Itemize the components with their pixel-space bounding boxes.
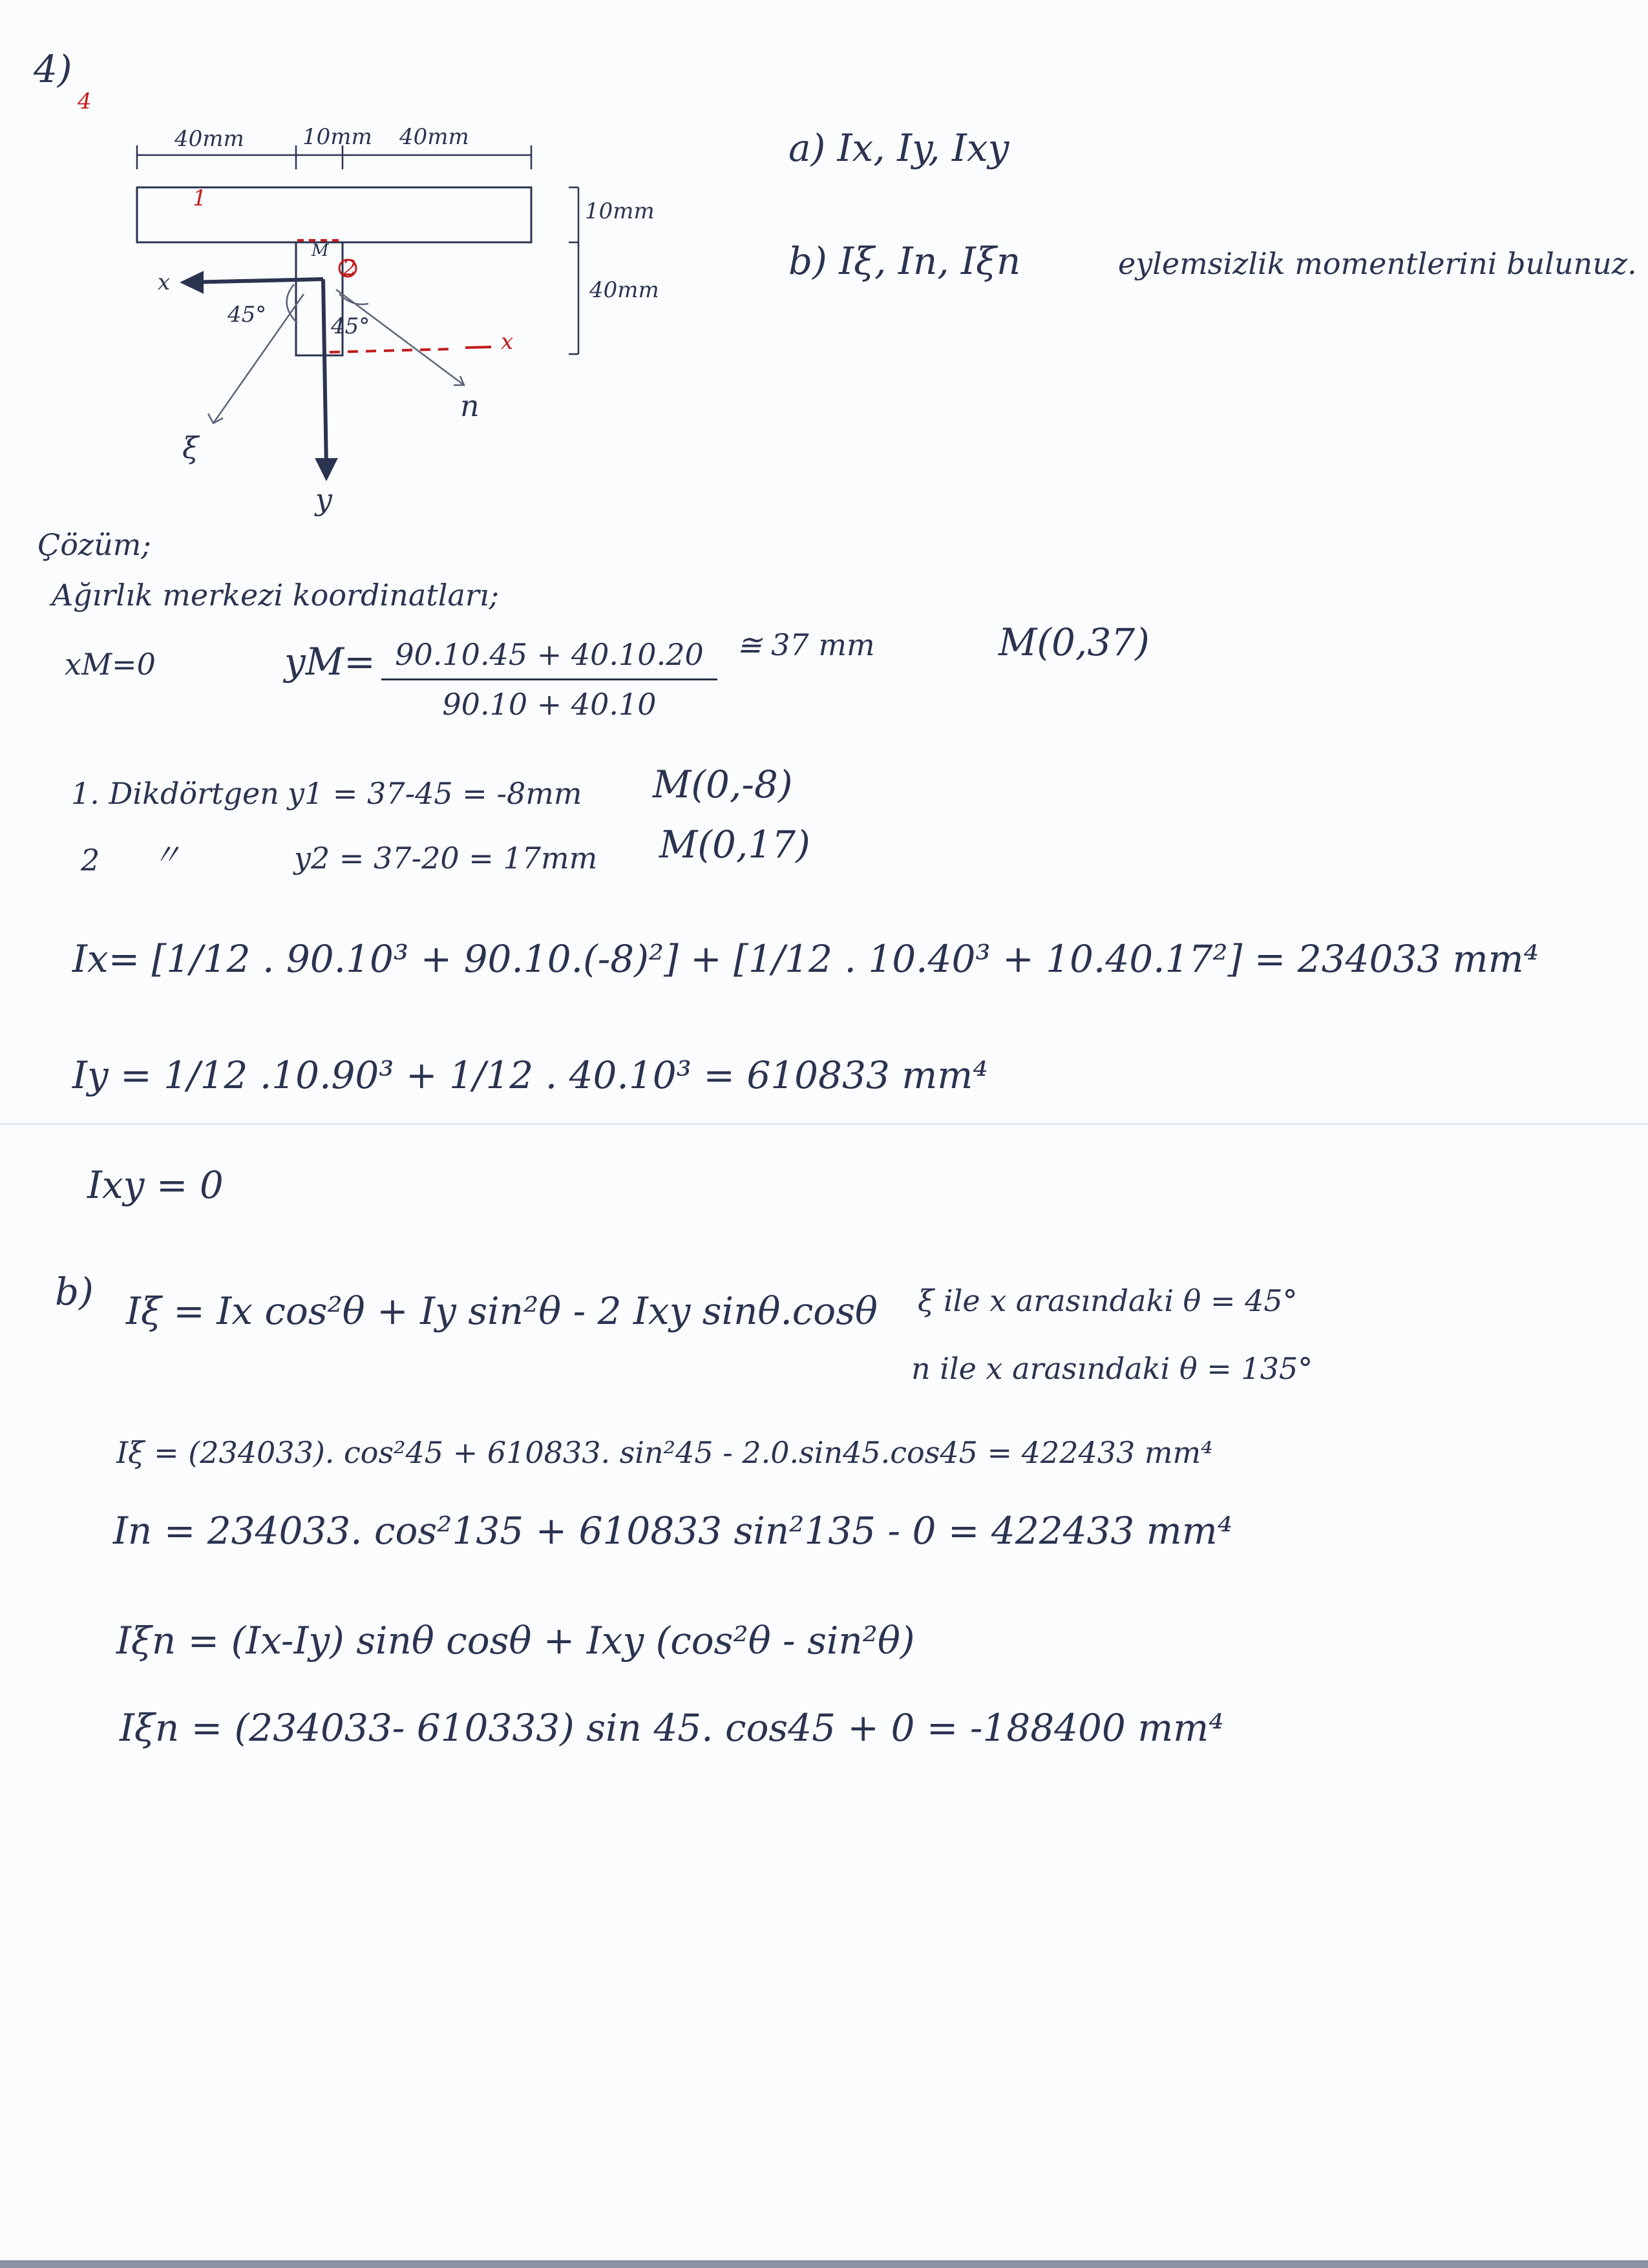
x-axis-arrow	[187, 279, 323, 282]
note-eta: n ile x arasındaki θ = 135°	[911, 1351, 1313, 1386]
ym-result: ≅ 37 mm	[737, 627, 875, 662]
ixy-equation: Ixy = 0	[87, 1163, 224, 1207]
axis-x-label: x	[158, 269, 171, 295]
m-point: M(0,37)	[998, 620, 1150, 664]
rect2-ditto: 〃	[152, 837, 182, 872]
ixieta-formula: Iξn = (Ix-Iy) sinθ cosθ + Ixy (cos²θ - sin²θ)	[116, 1619, 915, 1663]
solution-subheader: Ağırlık merkezi koordinatları;	[52, 578, 500, 613]
problem-points: 4	[78, 89, 92, 114]
centroid-label: M	[312, 241, 329, 260]
axis-xi-label: ξ	[182, 430, 199, 465]
rect1-equation: y1 = 37-45 = -8mm	[288, 776, 582, 811]
ym-fraction	[381, 637, 717, 722]
axis-eta-label: n	[460, 388, 480, 423]
angle-left-label: 45°	[227, 302, 267, 328]
rect2-equation: y2 = 37-20 = 17mm	[294, 841, 598, 876]
task-b-note: eylemsizlik momentlerini bulunuz.	[1118, 246, 1637, 281]
problem-number: 4)	[34, 47, 72, 91]
ixi-formula: Iξ = Ix cos²θ + Iy sin²θ - 2 Ixy sinθ.cosθ	[126, 1289, 878, 1333]
rect2-point: M(0,17)	[659, 823, 810, 866]
t-section-figure	[0, 0, 582, 530]
ym-numerator: 90.10.45 + 40.10.20	[395, 637, 704, 672]
red-dashed-x-line	[330, 349, 456, 352]
task-b: b) Iξ, In, Iξn	[788, 239, 1021, 283]
part-b-label: b)	[55, 1270, 94, 1314]
solution-header: Çözüm;	[37, 527, 151, 562]
y-axis-arrow	[323, 279, 326, 468]
iy-equation: Iy = 1/12 .10.90³ + 1/12 . 40.10³ = 610833 mm⁴	[72, 1053, 988, 1097]
xm-equation: xM=0	[65, 647, 156, 682]
rect1-point: M(0,-8)	[653, 762, 793, 806]
ieta-calculation: In = 234033. cos²135 + 610833 sin²135 - 0 = 422433 mm⁴	[113, 1509, 1233, 1553]
dim-web: 40mm	[589, 277, 659, 303]
ym-denominator: 90.10 + 40.10	[442, 687, 657, 722]
axis-y-label: y	[315, 482, 332, 517]
dim-top: 10mm	[585, 198, 655, 224]
note-xi: ξ ile x arasındaki θ = 45°	[918, 1283, 1298, 1318]
angle-right-label: 45°	[331, 313, 370, 339]
scan-bottom-edge	[0, 2260, 1648, 2268]
ym-label: yM=	[284, 640, 375, 684]
rect1-label: 1. Dikdörtgen	[71, 776, 279, 811]
dim-right: 40mm	[399, 124, 469, 150]
ix-equation: Ix= [1/12 . 90.10³ + 90.10.(-8)²] + [1/12 . 10.40³ + 10.40.17²] = 234033 mm⁴	[72, 937, 1539, 981]
dim-mid: 10mm	[302, 124, 372, 150]
part2-label: 2	[343, 255, 357, 281]
task-a: a) Ix, Iy, Ixy	[788, 126, 1009, 170]
ixi-calculation: Iξ = (234033). cos²45 + 610833. sin²45 - 2.0.sin45.cos45 = 422433 mm⁴	[116, 1435, 1213, 1470]
part1-label: 1	[193, 185, 207, 211]
axis-x2-label: x	[501, 329, 514, 355]
fraction-bar	[381, 678, 717, 680]
ixieta-calculation: Iξn = (234033- 610333) sin 45. cos45 + 0 = -188400 mm⁴	[120, 1706, 1224, 1750]
dim-left: 40mm	[174, 126, 244, 152]
rect2-label: 2	[81, 843, 100, 877]
scan-fold-line	[0, 1123, 1648, 1125]
